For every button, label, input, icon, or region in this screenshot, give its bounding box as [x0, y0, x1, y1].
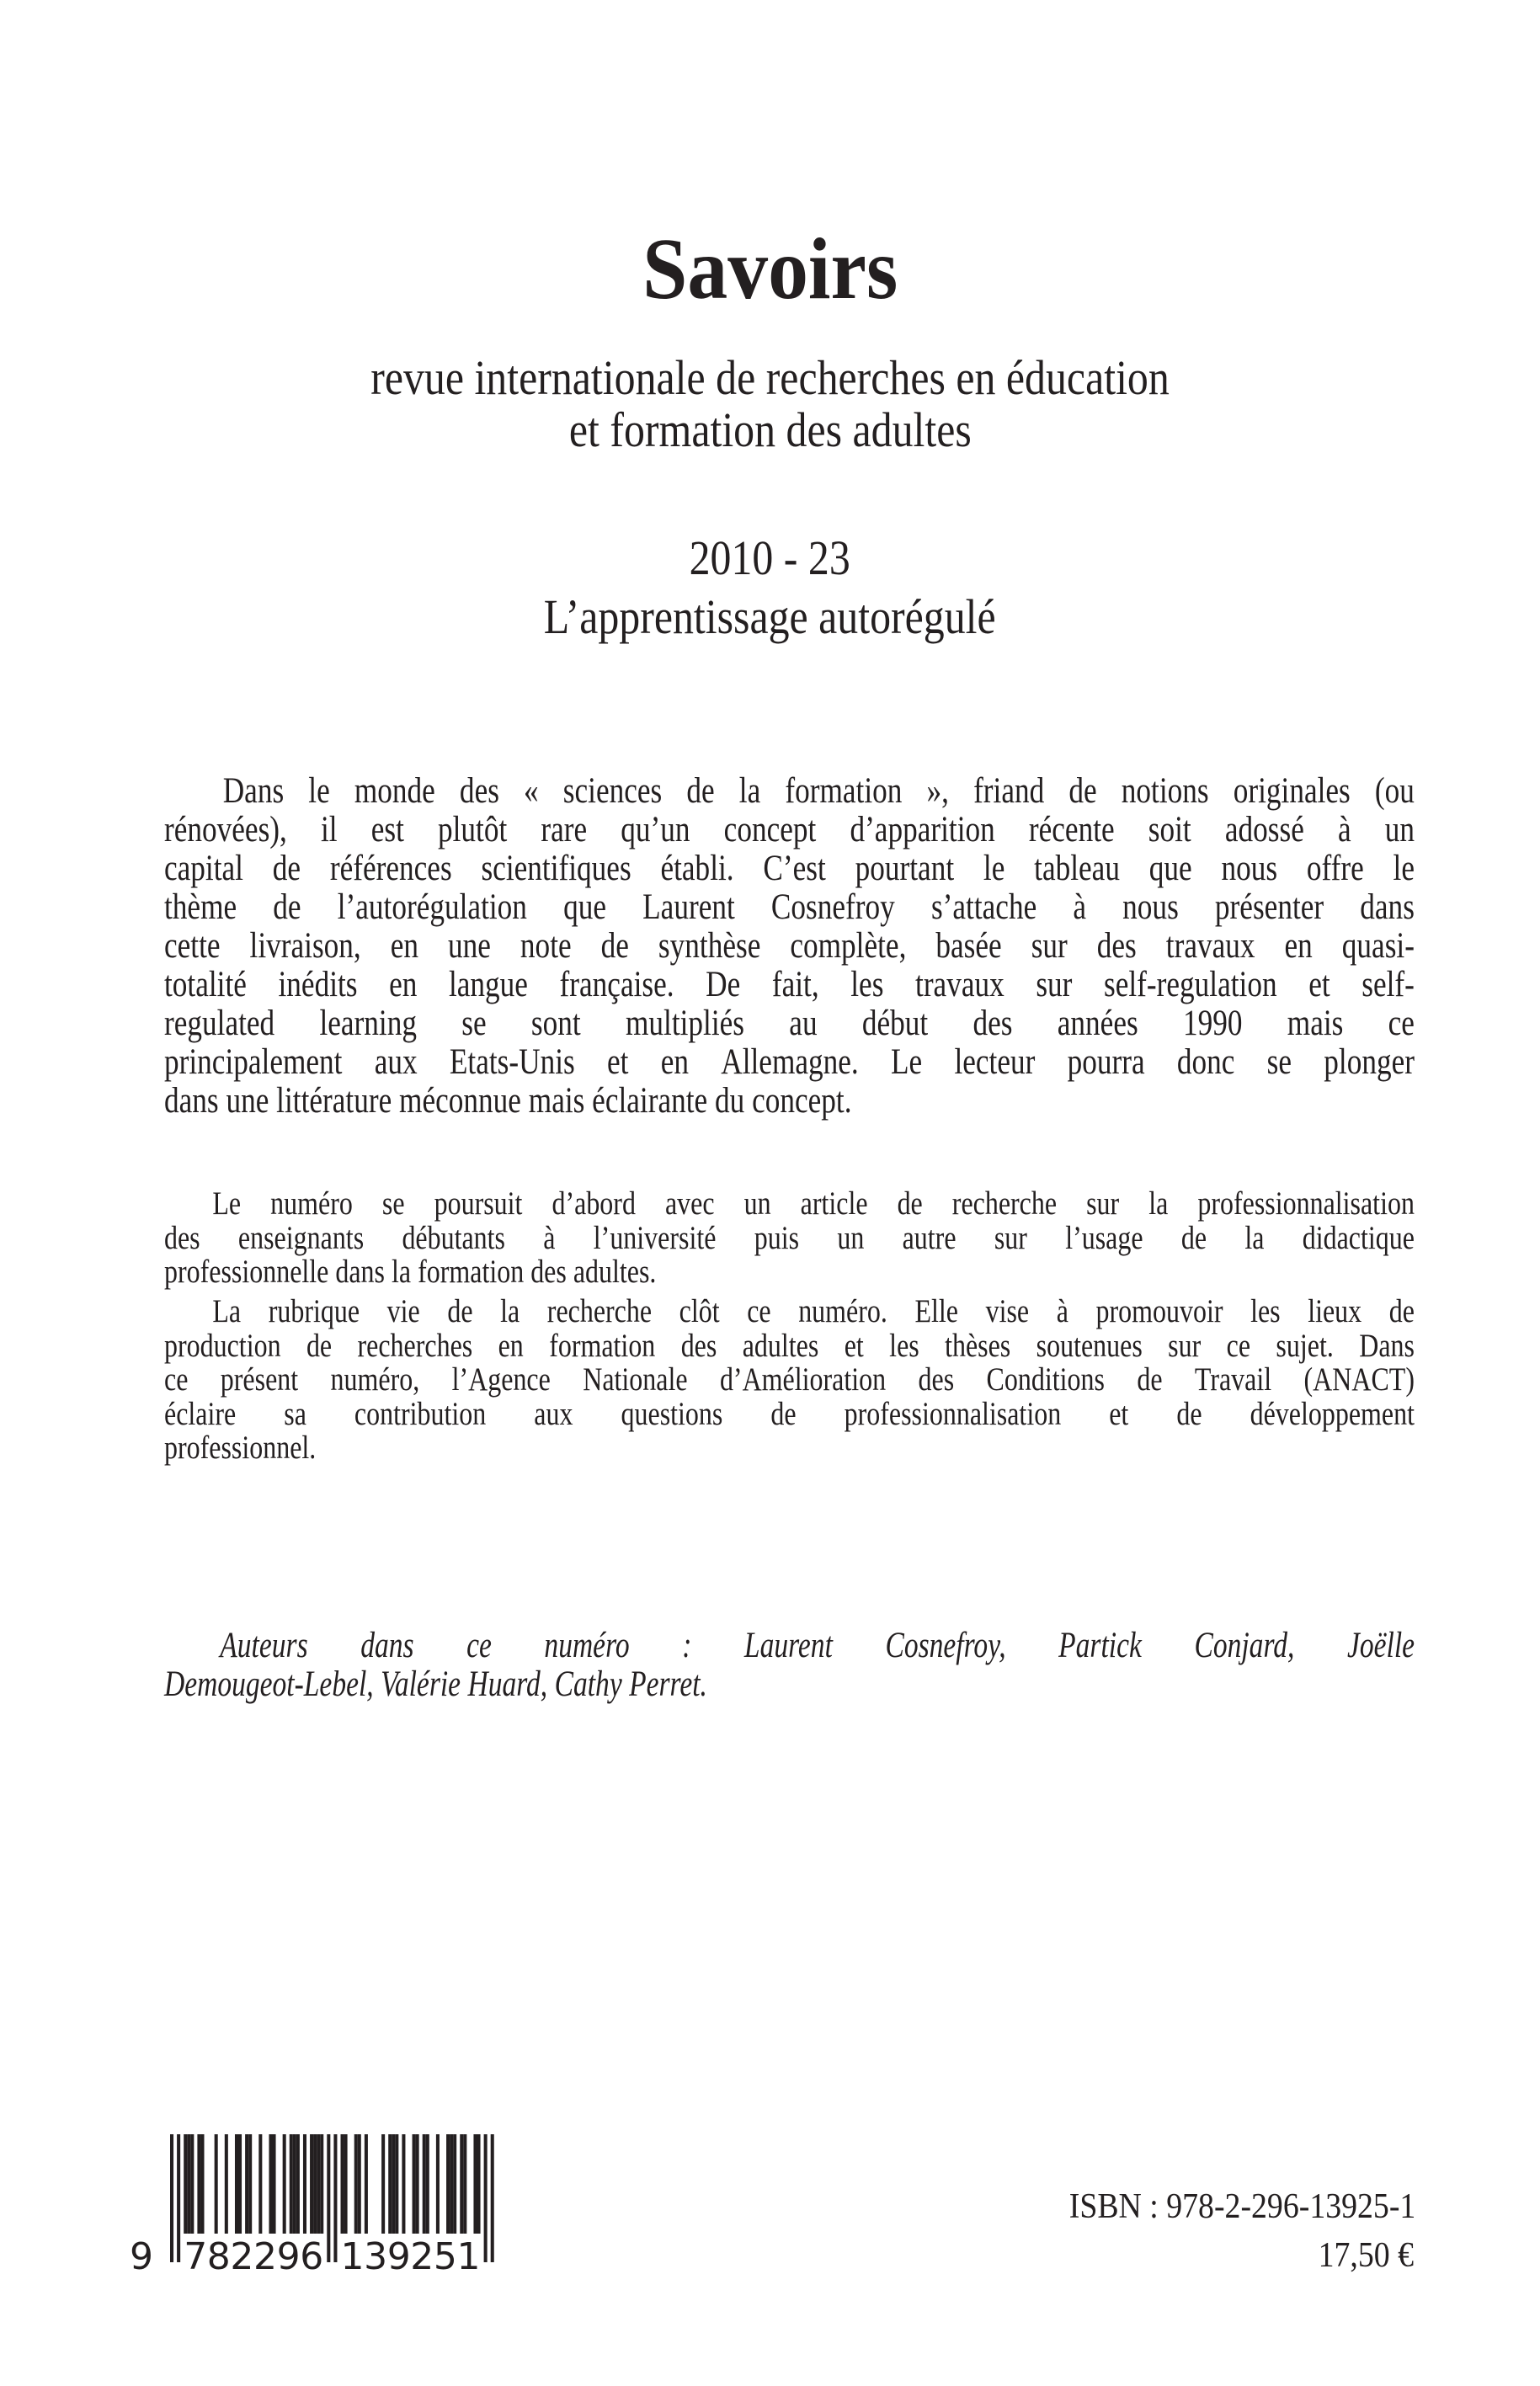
- word: sur: [1036, 965, 1073, 1004]
- word: qu’un: [621, 810, 690, 849]
- issue-number: [0, 532, 1540, 584]
- text-line: [164, 1627, 1415, 1665]
- barcode-icon: [126, 2132, 522, 2275]
- word: Cosnefroy,: [885, 1626, 1006, 1665]
- word: de: [1176, 1395, 1202, 1432]
- word: de: [1388, 1293, 1415, 1329]
- word: inédits: [278, 965, 358, 1004]
- text-line: [164, 1431, 1415, 1466]
- word: didactique: [1302, 1219, 1415, 1256]
- word: l’usage: [1065, 1219, 1143, 1256]
- word: travaux: [1165, 926, 1255, 966]
- word: présenter: [1214, 887, 1324, 927]
- word: multipliés: [625, 1004, 745, 1043]
- word: Huard,: [467, 1664, 548, 1704]
- word: (ANACT): [1303, 1361, 1415, 1398]
- word: numéro: [270, 1185, 353, 1222]
- journal-title: [0, 221, 1540, 317]
- issue-number-text: 2010 - 23: [689, 530, 851, 585]
- word: de: [897, 1185, 923, 1222]
- word: sur: [1086, 1185, 1120, 1222]
- word: adossé: [1224, 810, 1304, 849]
- issue-theme: [0, 591, 1540, 643]
- word: la: [1148, 1185, 1169, 1222]
- word: de: [272, 849, 301, 888]
- word: Allemagne.: [721, 1042, 859, 1082]
- word: fait,: [771, 965, 819, 1004]
- text-line: [164, 1295, 1415, 1329]
- word: d’abord: [552, 1185, 636, 1222]
- word: thème: [164, 887, 237, 927]
- word: quasi-: [1341, 926, 1415, 966]
- word: complète,: [790, 926, 907, 966]
- word: thèses: [945, 1327, 1011, 1364]
- word: pourra: [1067, 1042, 1145, 1082]
- paragraph-contents: [164, 1187, 1415, 1290]
- word: promouvoir: [1095, 1293, 1223, 1329]
- word: mais: [528, 1081, 585, 1121]
- word: la: [1244, 1219, 1265, 1256]
- word: en: [498, 1327, 524, 1364]
- word: d’Amélioration: [719, 1361, 887, 1398]
- word: soutenues: [1036, 1327, 1143, 1364]
- word: aux: [534, 1395, 573, 1432]
- word: aux: [374, 1042, 418, 1082]
- word: nous: [1221, 849, 1278, 888]
- word: totalité: [164, 965, 247, 1004]
- word: sciences: [562, 771, 663, 811]
- word: adultes.: [573, 1254, 657, 1290]
- word: scientifiques: [481, 849, 631, 888]
- word: self-regulation: [1104, 965, 1277, 1004]
- word: une: [448, 926, 491, 966]
- barcode-right-digits: 139251: [340, 2235, 481, 2275]
- word: débutants: [402, 1219, 506, 1256]
- word: en: [389, 965, 418, 1004]
- word: les: [850, 965, 884, 1004]
- word: de: [1180, 1219, 1207, 1256]
- word: C’est: [763, 849, 826, 888]
- word: lieux: [1308, 1293, 1362, 1329]
- word: Cathy: [554, 1664, 622, 1704]
- word: littérature: [276, 1081, 392, 1121]
- word: est: [370, 810, 404, 849]
- word: recherche: [546, 1293, 653, 1329]
- word: production: [164, 1327, 281, 1364]
- paragraph-research-life: [164, 1295, 1415, 1466]
- word: le: [983, 849, 1005, 888]
- text-line: [164, 927, 1415, 966]
- word: des: [918, 1361, 955, 1398]
- word: formation: [418, 1254, 525, 1290]
- word: Dans: [1359, 1327, 1415, 1364]
- word: que: [563, 887, 606, 927]
- journal-title-text: Savoirs: [642, 221, 898, 317]
- text-line: [164, 888, 1415, 927]
- word: recherches: [357, 1327, 473, 1364]
- word: Etats-Unis: [449, 1042, 575, 1082]
- word: Elle: [914, 1293, 958, 1329]
- word: formation: [785, 771, 903, 811]
- word: sur: [994, 1219, 1027, 1256]
- word: de: [1137, 1361, 1163, 1398]
- word: l’autorégulation: [337, 887, 527, 927]
- isbn-barcode: [126, 2132, 522, 2275]
- isbn-text: ISBN : 978-2-296-13925-1: [1068, 2187, 1415, 2226]
- word: De: [706, 965, 741, 1004]
- word: Laurent: [642, 887, 735, 927]
- word: dans: [1360, 887, 1415, 927]
- word: Nationale: [583, 1361, 688, 1398]
- word: basée: [935, 926, 1002, 966]
- word: travaux: [915, 965, 1004, 1004]
- word: rare: [541, 810, 588, 849]
- word: self-: [1361, 965, 1415, 1004]
- word: originales: [1233, 771, 1351, 811]
- word: Joëlle: [1346, 1626, 1415, 1665]
- word: en: [390, 926, 419, 966]
- word: Laurent: [743, 1626, 833, 1665]
- isbn-number: [1031, 2187, 1415, 2226]
- authors-list: [164, 1627, 1415, 1704]
- word: Cosnefroy: [770, 887, 895, 927]
- word: concept.: [752, 1081, 852, 1121]
- text-line: [164, 966, 1415, 1004]
- word: professionnel.: [164, 1430, 317, 1466]
- word: friand: [973, 771, 1045, 811]
- word: le: [308, 771, 330, 811]
- text-line: [164, 1004, 1415, 1043]
- word: en: [660, 1042, 689, 1082]
- word: tableau: [1034, 849, 1120, 888]
- word: numéro: [544, 1626, 630, 1665]
- word: professionnelle: [164, 1254, 329, 1290]
- word: lecteur: [954, 1042, 1036, 1082]
- word: Valérie: [381, 1664, 461, 1704]
- word: offre: [1306, 849, 1364, 888]
- word: et: [607, 1042, 629, 1082]
- word: principalement: [164, 1042, 343, 1082]
- text-line: [164, 1363, 1415, 1398]
- word: début: [861, 1004, 929, 1043]
- subtitle-line-2: et formation des adultes: [568, 402, 972, 457]
- word: regulated: [164, 1004, 275, 1043]
- journal-subtitle: [0, 352, 1540, 456]
- word: donc: [1176, 1042, 1235, 1082]
- text-line: [164, 1329, 1415, 1364]
- word: sur: [1031, 926, 1068, 966]
- word: ce: [466, 1626, 492, 1665]
- word: dans: [164, 1081, 219, 1121]
- word: autre: [902, 1219, 957, 1256]
- word: de: [686, 771, 715, 811]
- text-line: [164, 1187, 1415, 1222]
- word: professionnalisation: [844, 1395, 1062, 1432]
- text-line: [164, 849, 1415, 888]
- word: la: [391, 1254, 412, 1290]
- word: adultes: [742, 1327, 819, 1364]
- word: Perret.: [629, 1664, 707, 1704]
- word: présent: [220, 1361, 299, 1398]
- word: enseignants: [237, 1219, 365, 1256]
- word: sa: [284, 1395, 306, 1432]
- word: française.: [559, 965, 674, 1004]
- issue-theme-text: L’apprentissage autorégulé: [544, 589, 996, 644]
- subtitle-line-1: revue internationale de recherches en éducation: [370, 350, 1170, 405]
- word: numéro,: [330, 1361, 420, 1398]
- word: monde: [354, 771, 435, 811]
- word: capital: [164, 849, 243, 888]
- word: recherche: [951, 1185, 1058, 1222]
- word: ce: [1226, 1327, 1251, 1364]
- word: des: [459, 771, 499, 811]
- word: cette: [164, 926, 221, 966]
- paragraph-summary: [164, 772, 1415, 1121]
- word: contribution: [354, 1395, 487, 1432]
- word: sont: [530, 1004, 581, 1043]
- word: rubrique: [268, 1293, 360, 1329]
- word: méconnue: [399, 1081, 521, 1121]
- text-line: [164, 1043, 1415, 1082]
- text-line: [164, 811, 1415, 849]
- word: numéro.: [798, 1293, 887, 1329]
- word: rénovées),: [164, 810, 287, 849]
- barcode-prefix-digit: 9: [130, 2235, 153, 2275]
- word: la: [738, 771, 761, 811]
- word: plonger: [1324, 1042, 1415, 1082]
- text-line: [164, 1395, 1415, 1432]
- word: soit: [1148, 810, 1191, 849]
- text-line: [164, 1082, 1415, 1121]
- word: l’université: [593, 1219, 717, 1256]
- word: langue: [448, 965, 528, 1004]
- word: »,: [926, 771, 949, 811]
- word: sujet.: [1276, 1327, 1334, 1364]
- word: se: [461, 1004, 487, 1043]
- text-line: [164, 1219, 1415, 1256]
- word: de: [770, 1395, 797, 1432]
- word: :: [682, 1626, 692, 1665]
- word: que: [1148, 849, 1192, 888]
- word: une: [226, 1081, 269, 1121]
- word: dans: [360, 1626, 414, 1665]
- word: (ou: [1374, 771, 1415, 811]
- word: synthèse: [658, 926, 761, 966]
- price-text: 17,50 €: [1318, 2236, 1414, 2275]
- word: à: [1073, 887, 1087, 927]
- word: le: [1393, 849, 1415, 888]
- word: sur: [1168, 1327, 1202, 1364]
- word: Auteurs: [220, 1626, 308, 1665]
- word: 1990: [1182, 1004, 1243, 1043]
- word: et: [1308, 965, 1330, 1004]
- word: Partick: [1058, 1626, 1142, 1665]
- word: livraison,: [249, 926, 361, 966]
- word: vise: [985, 1293, 1030, 1329]
- word: learning: [319, 1004, 417, 1043]
- price: [1308, 2236, 1414, 2275]
- word: récente: [1028, 810, 1115, 849]
- word: de: [273, 887, 301, 927]
- word: éclairante: [592, 1081, 708, 1121]
- word: se: [1266, 1042, 1292, 1082]
- word: de: [306, 1327, 333, 1364]
- word: ce: [747, 1293, 771, 1329]
- word: des: [680, 1327, 717, 1364]
- text-line: [164, 1255, 1415, 1290]
- word: ce: [1388, 1004, 1415, 1043]
- text-line: [164, 772, 1415, 811]
- word: d’apparition: [850, 810, 995, 849]
- word: note: [520, 926, 572, 966]
- word: les: [1250, 1293, 1281, 1329]
- word: des: [164, 1219, 200, 1256]
- word: professionnalisation: [1197, 1185, 1415, 1222]
- word: ce: [164, 1361, 189, 1398]
- word: il: [320, 810, 338, 849]
- word: références: [329, 849, 452, 888]
- word: un: [743, 1185, 771, 1222]
- word: à: [1337, 810, 1351, 849]
- word: un: [837, 1219, 865, 1256]
- word: l’Agence: [451, 1361, 551, 1398]
- word: Conditions: [986, 1361, 1105, 1398]
- word: plutôt: [438, 810, 508, 849]
- word: des: [1096, 926, 1137, 966]
- word: questions: [621, 1395, 723, 1432]
- word: nous: [1122, 887, 1179, 927]
- word: des: [972, 1004, 1013, 1043]
- word: de: [1068, 771, 1097, 811]
- word: établi.: [660, 849, 734, 888]
- word: formation: [549, 1327, 656, 1364]
- word: et: [844, 1327, 864, 1364]
- barcode-left-digits: 782296: [184, 2235, 324, 2275]
- word: de: [447, 1293, 473, 1329]
- word: s’attache: [930, 887, 1037, 927]
- word: poursuit: [434, 1185, 523, 1222]
- word: clôt: [679, 1293, 720, 1329]
- word: à: [1056, 1293, 1068, 1329]
- word: années: [1057, 1004, 1138, 1043]
- word: éclaire: [164, 1395, 237, 1432]
- word: Conjard,: [1194, 1626, 1295, 1665]
- word: Dans: [222, 771, 285, 811]
- word: article: [800, 1185, 868, 1222]
- word: à: [543, 1219, 556, 1256]
- word: Demougeot-Lebel,: [164, 1664, 374, 1704]
- word: en: [1284, 926, 1313, 966]
- word: dans: [335, 1254, 386, 1290]
- word: mais: [1287, 1004, 1344, 1043]
- word: Le: [890, 1042, 923, 1082]
- word: et: [1109, 1395, 1129, 1432]
- word: concept: [723, 810, 817, 849]
- word: Le: [212, 1185, 242, 1222]
- word: un: [1384, 810, 1415, 849]
- word: développement: [1250, 1395, 1415, 1432]
- word: La: [212, 1293, 242, 1329]
- word: les: [889, 1327, 919, 1364]
- word: puis: [754, 1219, 800, 1256]
- text-line: [164, 1665, 1415, 1704]
- word: notions: [1121, 771, 1209, 811]
- word: Travail: [1194, 1361, 1272, 1398]
- word: avec: [664, 1185, 715, 1222]
- word: au: [789, 1004, 818, 1043]
- word: la: [500, 1293, 520, 1329]
- word: «: [524, 771, 539, 811]
- word: vie: [386, 1293, 420, 1329]
- word: pourtant: [855, 849, 955, 888]
- word: du: [715, 1081, 745, 1121]
- word: des: [530, 1254, 567, 1290]
- word: de: [600, 926, 629, 966]
- word: se: [381, 1185, 405, 1222]
